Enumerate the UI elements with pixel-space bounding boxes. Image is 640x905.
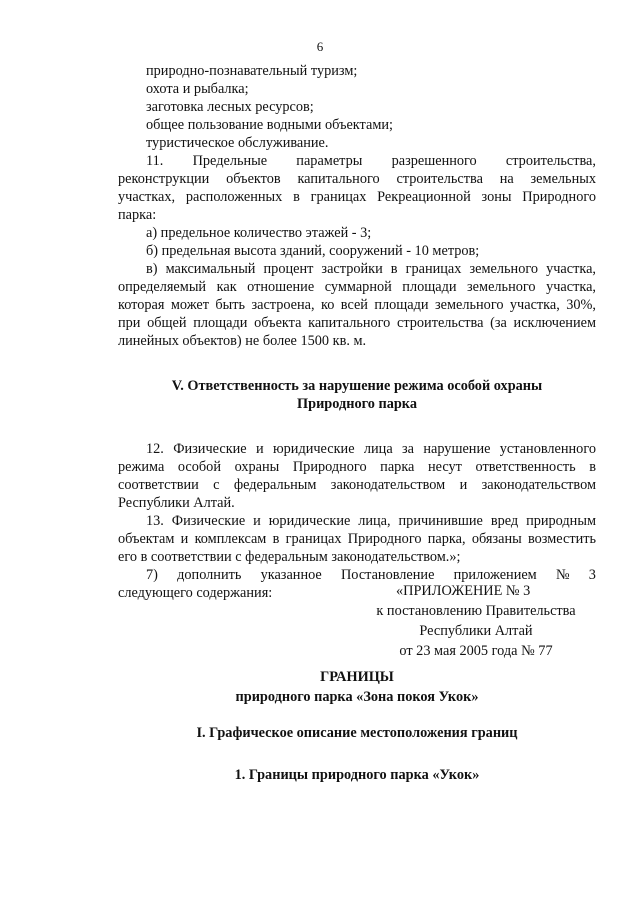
appendix-line: к постановлению Правительства	[376, 603, 576, 619]
paragraph-7-line: следующего содержания:	[118, 585, 273, 601]
word: приложением	[453, 567, 537, 583]
paragraph-12-line: 12. Физические и юридические лица за нарушение установленного	[146, 441, 596, 457]
paragraph-13-line: 13. Физические и юридические лица, причинившие вред природным	[146, 513, 596, 529]
paragraph-13-line: его в соответствии с федеральным законодательством.»;	[118, 549, 461, 565]
word: параметры	[296, 153, 363, 169]
paragraph-11-line: реконструкции объектов капитального строительства на земельных	[118, 171, 596, 187]
list-item: заготовка лесных ресурсов;	[146, 99, 314, 115]
word: строительства,	[505, 153, 596, 169]
borders-title: ГРАНИЦЫ	[320, 669, 394, 685]
borders-subsection-1: 1. Границы природного парка «Укок»	[234, 767, 480, 783]
paragraph-11-line: парка:	[118, 207, 157, 223]
word: дополнить	[177, 567, 242, 583]
word: разрешенного	[391, 153, 477, 169]
word: Предельные	[192, 153, 268, 169]
paragraph-11-number: 11.	[146, 153, 164, 169]
paragraph-11-line: при общей площади объекта капитального строительства (за исключением	[118, 315, 596, 331]
section-title: Природного парка	[297, 396, 417, 412]
paragraph-12-line: Республики Алтай.	[118, 495, 235, 511]
activity-list	[118, 62, 596, 152]
word: 7)	[146, 567, 158, 583]
paragraph-13-line: объектам и комплексам в границах Природного парка, обязаны возместить	[118, 531, 596, 547]
paragraph-11	[118, 152, 596, 350]
paragraph-12-line: режима особой охраны Природного парка несут ответственность в	[118, 459, 596, 475]
list-item: охота и рыбалка;	[146, 81, 249, 97]
word: №	[555, 567, 570, 583]
borders-section	[118, 668, 596, 784]
paragraph-11-line: участках, расположенных в границах Рекреационной зоны Природного	[118, 189, 596, 205]
appendix-header	[118, 582, 596, 662]
page-number: 6	[316, 39, 324, 54]
paragraph-11-line: которая может быть застроена, ко всей площади земельного участка, 30%,	[118, 297, 596, 313]
paragraph-12	[118, 440, 596, 512]
list-item: общее пользование водными объектами;	[146, 117, 393, 133]
paragraph-13	[118, 512, 596, 566]
appendix-title: «ПРИЛОЖЕНИЕ № 3	[396, 583, 531, 599]
appendix-line: Республики Алтай	[419, 623, 533, 639]
paragraph-11-item-v: в) максимальный процент застройки в границах земельного участка,	[146, 261, 596, 277]
paragraph-12-line: соответствии с федеральным законодательством и законодательством	[118, 477, 596, 493]
paragraph-11-line: линейных объектов) не более 1500 кв. м.	[118, 333, 367, 349]
list-item: туристическое обслуживание.	[146, 135, 329, 151]
appendix-date: от 23 мая 2005 года № 77	[399, 643, 553, 659]
section-title: V. Ответственность за нарушение режима особой охраны	[171, 378, 543, 394]
section-5-heading	[118, 377, 596, 413]
paragraph-11-line: определяемый как отношение суммарной площади земельного участка,	[118, 279, 596, 295]
borders-section-1: I. Графическое описание местоположения границ	[196, 725, 518, 741]
word: Постановление	[340, 567, 435, 583]
paragraph-11-item-a: а) предельное количество этажей - 3;	[146, 225, 372, 241]
document-body	[118, 62, 596, 602]
word: указанное	[260, 567, 322, 583]
paragraph-11-line	[118, 152, 596, 170]
word: 3	[588, 567, 596, 583]
paragraph-11-item-b: б) предельная высота зданий, сооружений - 10 метров;	[146, 243, 480, 259]
list-item: природно-познавательный туризм;	[146, 63, 358, 79]
borders-subtitle: природного парка «Зона покоя Укок»	[235, 689, 479, 705]
